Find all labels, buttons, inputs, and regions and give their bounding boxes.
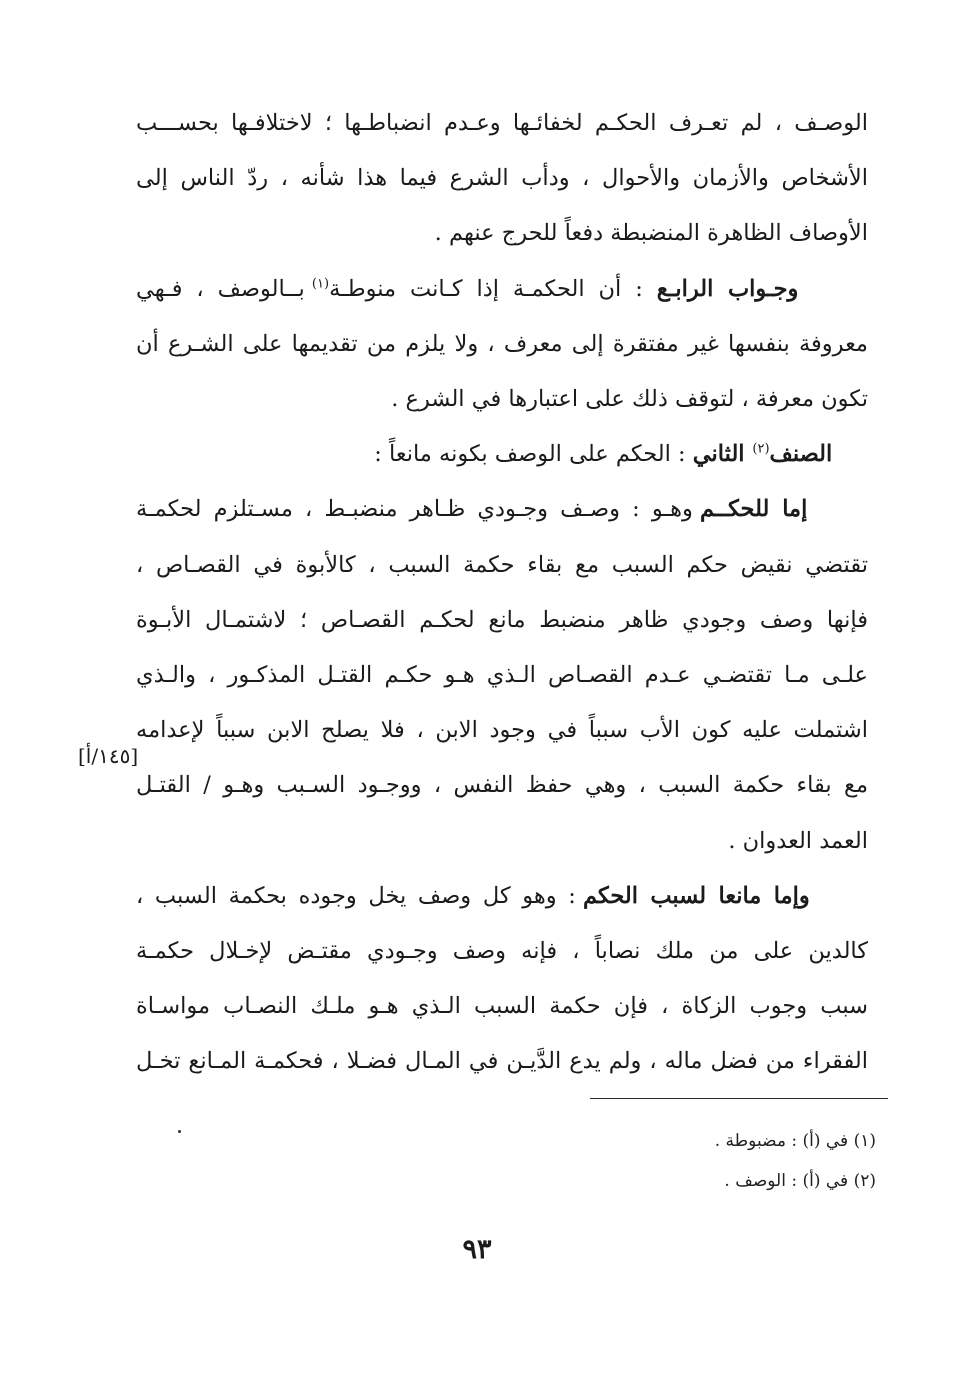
text-line: الأوصاف الظاهرة المنضبطة دفعاً للحرج عنهم . [434,220,868,247]
main-text [136,96,868,1090]
text-line: الوصـف ، لم تعـرف الحكـم لخفائـها وعـدم انضباطـها ؛ لاختلافـها بحســـب [136,110,868,136]
text-line: الفقراء من فضل ماله ، ولم يدع الدَّيـن في المـال فضـلا ، فحكمـة المـانع تخـل [136,1048,868,1075]
footnotes [715,1121,876,1201]
text-line: معروفة بنفسها غير مفتقرة إلى معرف ، ولا يلزم من تقديمها على الشـرع أن [136,330,868,357]
scan-speck [178,1130,181,1133]
paragraph-second-type [136,427,868,482]
heading-second: الثاني [692,441,753,468]
text-line: مع بقاء حكمة السبب ، وهي حفظ النفس ، ووجـود السـبب وهـو / القتـل [136,772,868,799]
paragraph-fourth-answer [136,262,868,317]
text-line: اشتملت عليه كون الأب سبباً في وجود الابن ، فلا يصلح الابن سبباً لإعدامه [136,717,868,744]
text-line: كالدين على من ملك نصاباً ، فإنه وصف وجـودي مقتـض لإخـلال حكمـة [136,938,868,965]
text-line: تكون معرفة ، لتوقف ذلك على اعتبارها في الشرع . [391,386,868,413]
text-line: علـى مـا تقتضـي عـدم القصـاص الـذي هـو حكـم القتـل المذكـور ، والـذي [136,662,868,689]
manuscript-folio-reference: [١٤٥/أ] [78,744,139,768]
text-line: فإنها وصف وجودي ظاهر منضبط مانع لحكـم القصـاص ؛ لاشتمـال الأبـوة [136,606,868,633]
footnote-ref-2: (٢) [752,441,770,457]
paragraph-preventing-ruling [136,482,868,537]
heading-fourth-answer: وجـواب الرابـع [656,275,799,302]
paragraph-preventing-cause [136,869,868,924]
heading-preventing-cause: وإما مانعا لسبب الحكم [582,882,810,909]
heading-type: الصنف [769,441,833,468]
footnote-divider [590,1098,888,1099]
text-span: : وهو كل وصف يخل وجوده بحكمة السبب ، [136,882,583,909]
heading-preventing-ruling: إما للحكــم [699,496,808,523]
page-number: ٩٣ [462,1234,492,1265]
text-line: العمد العدوان . [728,827,868,854]
footnote-ref-1: (١) [311,276,330,292]
text-span: : أن الحكمـة إذا كـانت منوطـة [329,275,657,302]
text-span: : الحكم على الوصف بكونه مانعاً : [374,441,693,468]
text-span: بــالوصف ، فـهي [136,275,312,302]
text-line: الأشخاص والأزمان والأحوال ، ودأب الشرع فيما هذا شأنه ، ردّ الناس إلى [136,165,868,192]
text-line: سبب وجوب الزكاة ، فإن حكمة السبب الـذي هـو ملـك النصـاب مواسـاة [136,993,868,1020]
footnote-1: (١) في (أ) : مضبوطة . [714,1131,876,1151]
footnote-2: (٢) في (أ) : الوصف . [724,1171,876,1191]
text-span: وهـو : وصـف وجـودي ظـاهر منضبـط ، مسـتلزم لحكمـة [136,496,700,523]
text-line: تقتضي نقيض حكم السبب مع بقاء حكمة السبب ، كالأبوة في القصـاص ، [136,551,868,578]
